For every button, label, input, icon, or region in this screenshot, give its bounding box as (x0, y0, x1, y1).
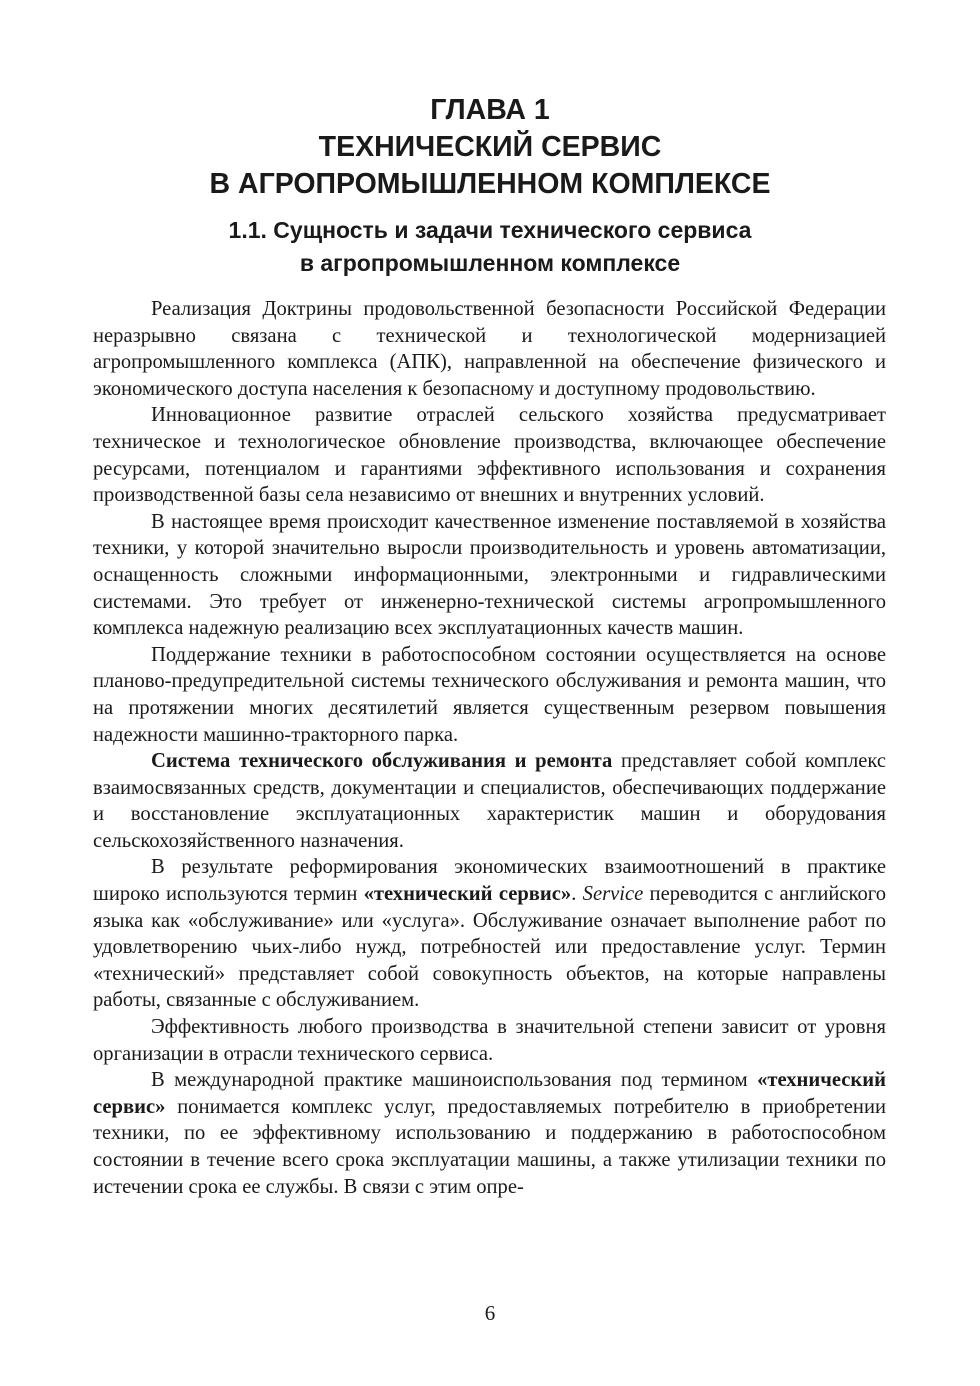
paragraph-3: В настоящее время происходит качественное изменение поставляемой в хозяйства техники, у которой значительно выросли производительность и уровень автоматизации, оснащенность сложными информационными, электронными и гидравлическими системами. Это требует от инженерно-технической системы агропромышленного комплекса надежную реализацию всех эксплуатационных качеств машин. (93, 510, 886, 640)
paragraph-8-text-b: понимается комплекс услуг, предоставляемых потребителю в приобретении техники, по ее эффективному использованию и поддержанию в работоспособном состоянии в течение всего срока эксплуатации машины, а также утилизации техники по истечении срока ее службы. В связи с этим опре- (93, 1095, 886, 1198)
paragraph-6-text-b: . (571, 883, 583, 906)
paragraph-8 (93, 1067, 886, 1200)
section-title-line-2: в агропромышленном комплексе (299, 250, 681, 276)
chapter-number: ГЛАВА 1 (430, 94, 550, 126)
paragraph-6-text-a: В результате реформирования экономических взаимоотношений в практике широко используются термин (93, 856, 886, 906)
body-text (93, 296, 886, 1200)
paragraph-6 (93, 854, 886, 1014)
chapter-title-line-1: ТЕХНИЧЕСКИЙ СЕРВИС (318, 131, 662, 163)
chapter-title-line-2: В АГРОПРОМЫШЛЕННОМ КОМПЛЕКСЕ (209, 168, 771, 200)
paragraph-5 (93, 748, 886, 854)
paragraph-4: Поддержание техники в работоспособном состоянии осуществляется на основе планово-предупредительной системы технического обслуживания и ремонта машин, что на протяжении многих десятилетий является существенным резервом повышения надежности машинно-тракторного парка. (93, 643, 886, 746)
paragraph-8-text-a: В международной практике машиноиспользования под термином (151, 1069, 758, 1092)
term-maintenance-system: Система технического обслуживания и ремонта (151, 750, 613, 773)
paragraph-1: Реализация Доктрины продовольственной безопасности Российской Федерации неразрывно связана с технической и технологической модернизацией агропромышленного комплекса (АПК), направленной на обеспечение физического и экономического доступа населения к безопасному и доступному продовольствию. (93, 298, 886, 400)
section-title-line-1: 1.1. Сущность и задачи технического сервиса (228, 217, 752, 243)
paragraph-2: Инновационное развитие отраслей сельского хозяйства предусматривает техническое и технологическое обновление производства, включающее обеспечение ресурсами, потенциалом и гарантиями эффективного использования и сохранения производственной базы села независимо от внешних и внутренних условий. (93, 404, 886, 507)
section-heading (0, 214, 980, 280)
paragraph-7: Эффективность любого производства в значительной степени зависит от уровня организации в отрасли технического сервиса. (93, 1016, 886, 1065)
paragraph-5-text: представляет собой комплекс взаимосвязанных средств, документации и специалистов, обеспечивающих поддержание и восстановление эксплуатационных характеристик машин и оборудования сельскохозяйственного назначения. (93, 750, 887, 852)
chapter-heading (0, 92, 980, 203)
term-technical-service: «технический сервис» (363, 883, 572, 906)
page-number: 6 (484, 1301, 496, 1325)
term-service-english: Service (582, 883, 644, 906)
paragraph-6-text-c: переводится с английского языка как «обслуживание» или «услуга». Обслуживание означает выполнение работ по удовлетворению чьих-либо нужд, потребностей или предоставление услуг. Термин «технический» представляет собой совокупность объектов, на которые направлены работы, связанные с обслуживанием. (93, 883, 887, 1012)
term-technical-service-intl: «технический сервис» (93, 1069, 886, 1118)
